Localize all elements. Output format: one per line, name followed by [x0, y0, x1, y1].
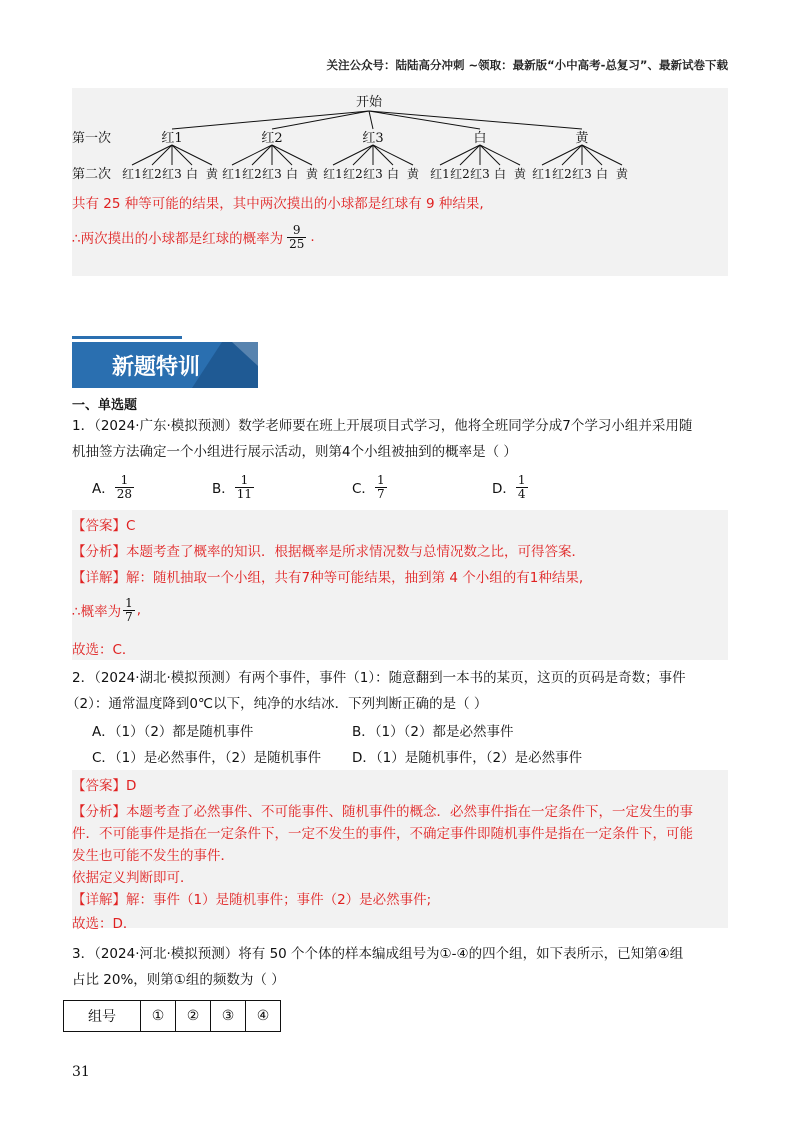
tree-second-node: 白	[493, 167, 507, 181]
section-title: 一、单选题	[72, 398, 138, 413]
q1-prob-fraction	[123, 597, 135, 624]
q1-probability-line	[72, 592, 141, 628]
tree-second-node: 红1	[430, 167, 450, 181]
tree-second-node: 红3	[363, 167, 383, 181]
q2-option-d[interactable]: D．（1）是随机事件，（2）是必然事件	[352, 750, 583, 766]
tree-row1-label: 第一次	[72, 131, 112, 146]
option-fraction	[375, 474, 387, 501]
tree-row2-label: 第二次	[72, 167, 112, 182]
tree-first-node: 红3	[362, 131, 384, 146]
tree-second-node: 黄	[615, 167, 629, 181]
q2-stem-line2: （2）：通常温度降到0℃以下，纯净的水结冰．下列判断正确的是（ ）	[66, 696, 488, 712]
page-number: 31	[72, 1064, 90, 1080]
fraction-numerator: 1	[517, 472, 526, 487]
fraction-numerator: 1	[240, 472, 249, 487]
option-letter: B．	[212, 481, 235, 497]
q2-option-a[interactable]: A．（1）（2）都是随机事件	[92, 724, 254, 740]
tree-second-node: 黄	[205, 167, 219, 181]
table-header-cell: 组号	[64, 1001, 141, 1032]
q1-stem-line2: 机抽签方法确定一个小组进行展示活动，则第4个小组被抽到的概率是（ ）	[72, 444, 517, 460]
q2-analysis-line1: 【分析】本题考查了必然事件、不可能事件、随机事件的概念．必然事件指在一定条件下，一定发生的事	[72, 804, 693, 820]
q1-option-c[interactable]	[352, 467, 387, 507]
table-row	[64, 1001, 281, 1032]
q1-choice: 故选：C．	[72, 642, 136, 658]
fraction-numerator: 1	[376, 472, 385, 487]
table-cell: ④	[246, 1001, 281, 1032]
tree-second-node: 白	[386, 167, 400, 181]
option-letter: C．	[352, 481, 375, 497]
tree-second-node: 黄	[513, 167, 527, 181]
q2-analysis-line2: 件．不可能事件是指在一定条件下，一定不发生的事件，不确定事件即随机事件是指在一定条件下，可能	[72, 826, 693, 842]
q1-answer: 【答案】C	[72, 518, 136, 534]
q2-option-b[interactable]: B．（1）（2）都是必然事件	[352, 724, 514, 740]
tree-second-node: 红2	[242, 167, 262, 181]
q2-stem-line1: 2．（2024·湖北·模拟预测）有两个事件，事件（1）：随意翻到一本书的某页，这页的页码是奇数；事件	[72, 670, 686, 686]
tree-second-node: 红3	[470, 167, 490, 181]
tree-second-node: 红2	[142, 167, 162, 181]
fraction-denominator: 25	[289, 236, 305, 251]
q2-answer: 【答案】D	[72, 778, 137, 794]
banner-title: 新题特训	[112, 355, 201, 380]
option-fraction	[235, 474, 254, 501]
q2-choice: 故选：D．	[72, 916, 137, 932]
tree-second-node: 红1	[222, 167, 242, 181]
fraction-denominator: 7	[376, 486, 385, 501]
q3-stem-line1: 3．（2024·河北·模拟预测）将有 50 个个体的样本编成组号为①-④的四个组，如下表所示，已知第④组	[72, 946, 684, 962]
tree-second-node: 红2	[450, 167, 470, 181]
section-banner	[72, 336, 258, 388]
tree-second-node: 白	[185, 167, 199, 181]
tree-first-node: 红2	[261, 131, 283, 146]
prev-prob-period: .	[310, 229, 315, 245]
fraction-denominator: 7	[125, 609, 133, 624]
option-letter: A．	[92, 481, 115, 497]
tree-second-node: 红1	[122, 167, 142, 181]
q2-analysis-line4: 依据定义判断即可．	[72, 870, 194, 886]
q1-detail: 【详解】解：随机抽取一个小组，共有7种等可能结果，抽到第 4 个小组的有1种结果,	[72, 570, 584, 586]
tree-diagram	[72, 92, 642, 187]
tree-second-node: 红2	[552, 167, 572, 181]
prev-probability-line	[72, 220, 315, 254]
table-cell: ③	[211, 1001, 246, 1032]
q1-option-d[interactable]	[492, 467, 528, 507]
q1-prob-text: ∴概率为	[72, 604, 122, 620]
fraction-denominator: 28	[116, 486, 133, 501]
tree-second-node: 红1	[323, 167, 343, 181]
tree-first-node: 红1	[161, 131, 183, 146]
fraction-numerator: 1	[120, 472, 129, 487]
q2-option-c[interactable]: C．（1）是必然事件，（2）是随机事件	[92, 750, 322, 766]
q1-prob-comma: ,	[136, 602, 142, 618]
page-header: 关注公众号：陆陆高分冲刺 ~领取：最新版“小中高考-总复习”、最新试卷下载	[326, 58, 728, 72]
q2-analysis-line3: 发生也可能不发生的事件．	[72, 848, 234, 864]
fraction-denominator: 4	[517, 486, 526, 501]
tree-second-node: 白	[595, 167, 609, 181]
fraction-numerator: 9	[292, 222, 301, 237]
table-cell: ①	[141, 1001, 176, 1032]
q1-option-b[interactable]	[212, 467, 254, 507]
tree-second-node: 红2	[343, 167, 363, 181]
prev-prob-fraction	[287, 224, 306, 251]
fraction-numerator: 1	[125, 595, 133, 610]
option-fraction	[115, 474, 134, 501]
tree-second-node: 红1	[532, 167, 552, 181]
tree-root: 开始	[355, 95, 383, 110]
q3-stem-line2: 占比 20%，则第①组的频数为（ ）	[72, 972, 285, 988]
tree-second-node: 白	[285, 167, 299, 181]
q1-analysis: 【分析】本题考查了概率的知识．根据概率是所求情况数与总情况数之比，可得答案．	[72, 544, 585, 560]
q1-stem-line1: 1．（2024·广东·模拟预测）数学老师要在班上开展项目式学习，他将全班同学分成7个学习小组并采用随	[72, 418, 693, 434]
tree-second-node: 黄	[406, 167, 420, 181]
option-letter: D．	[492, 481, 516, 497]
fraction-denominator: 11	[236, 486, 253, 501]
table-cell: ②	[176, 1001, 211, 1032]
q2-detail: 【详解】解：事件（1）是随机事件；事件（2）是必然事件;	[72, 892, 432, 908]
q1-option-a[interactable]	[92, 467, 134, 507]
option-fraction	[516, 474, 528, 501]
prev-result-line: 共有 25 种等可能的结果，其中两次摸出的小球都是红球有 9 种结果,	[72, 196, 484, 212]
tree-second-node: 红3	[572, 167, 592, 181]
tree-second-node: 红3	[262, 167, 282, 181]
tree-second-node: 红3	[162, 167, 182, 181]
tree-first-node: 白	[473, 131, 487, 146]
prev-prob-text: ∴两次摸出的小球都是红球的概率为	[72, 231, 284, 247]
q3-group-table	[63, 1000, 281, 1032]
tree-first-node: 黄	[575, 131, 589, 146]
tree-second-node: 黄	[305, 167, 319, 181]
